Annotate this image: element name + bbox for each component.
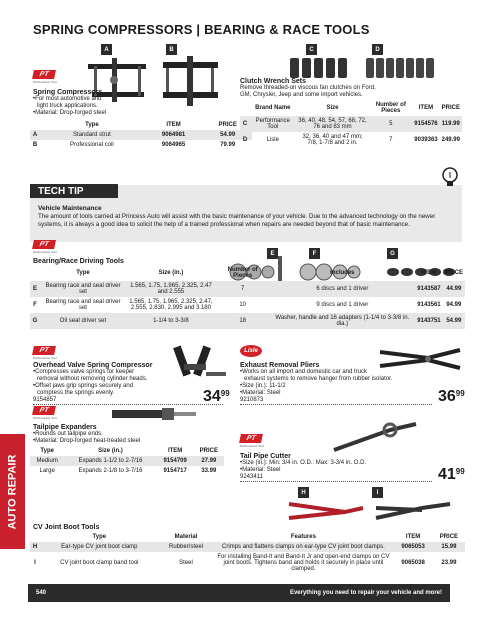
bearing-race-title: Bearing/Race Driving Tools — [33, 258, 124, 265]
image-label-i: I — [372, 487, 383, 498]
table-row: B Professional coil 9064965 79.99 — [32, 142, 236, 148]
exhaust-pliers-bullets: •Works on all import and domestic car and truck exhaust systems to remove hanger from rubber isolator. •Size (in.): 11-1/2 •Material: Steel — [240, 369, 393, 396]
image-label-a: A — [101, 44, 112, 55]
table-row: A Standard strut 9064981 54.99 — [30, 130, 252, 140]
clutch-wrench-set-c-image — [288, 56, 353, 80]
pipe-cutter-item-line: 9243411 — [240, 474, 432, 482]
image-label-b: B — [166, 44, 177, 55]
page-title: SPRING COMPRESSORS | BEARING & RACE TOOLS — [33, 22, 370, 37]
table-row: G Oil seal driver set 1-1/4 to 3-3/8 18 Washer, handle and 16 adapters (1-1/4 to 3-3/8 in. dia.) 9143751 54.99 — [30, 313, 465, 329]
image-label-d: D — [372, 44, 383, 55]
tech-tip-text: The amount of tools carried at Princess Auto will assist with the basic maintenance of your vehicle. Due to the advanced technology on the newer systems, it is always a good idea to solicit the help of a trained professional when repairs are needed beyond that of basic maintenance. — [38, 213, 436, 228]
tech-tip-bar: TECH TIP — [30, 184, 118, 198]
clutch-wrench-set-d-image — [364, 56, 444, 80]
exhaust-pliers-title: Exhaust Removal Pliers — [240, 362, 320, 369]
table-row: E Bearing race and seal driver set 1.565, 1.75, 1.965, 2.325, 2.47 and 2.555 7 6 discs and 1 driver 9143587 44.99 — [30, 281, 465, 297]
auto-repair-side-tab: AUTO REPAIR — [0, 434, 25, 549]
clutch-wrench-table: Brand Name Size Number of Pieces ITEM PRICE C Performance Tool 36, 40, 48, 54, 57, 68, 72, 76 and 83 mm 5 9154576 119.99 D Lisle 32, 36, 40 and 47 mm; 7/8, 1-7/8 and 2 in. 7 9039363 249.99 — [240, 100, 462, 148]
lightbulb-icon — [441, 166, 459, 190]
table-row: C Performance Tool 36, 40, 48, 54, 57, 68, 72, 76 and 83 mm 5 9154576 119.99 — [240, 116, 462, 132]
clutch-wrench-desc: Remove threaded-on viscous fan clutches on Ford, GM, Chrysler, Jeep and some import vehicles. — [240, 85, 376, 98]
tailpipe-expanders-table: Type Size (in.) ITEM PRICE Medium Expands 1-1/2 to 2-7/16 9154709 27.99 Large Expands 2-1/8 to 3-7/16 9154717 33.99 — [30, 446, 224, 476]
exhaust-pliers-image — [378, 344, 463, 374]
valve-spring-item-line: 9154857 — [33, 397, 223, 405]
page-number: 540 — [36, 590, 47, 596]
ear-clamp-pliers-image — [285, 498, 365, 524]
page-footer — [28, 584, 450, 602]
table-row: F Bearing race and seal driver set 1.565, 1.75, 1.965, 2.325, 2.47, 2.555, 2.830, 2.995 and 3.180 10 9 discs and 1 driver 9143561 94.99 — [33, 299, 462, 311]
table-row: I CV joint boot clamp band tool Steel For installing Band-It and Band-It Jr and open-end clamps on CV joint boots. Tightens band and holds it securely in place until clamped. 9065038 23.99 — [34, 554, 457, 572]
performance-tool-logo: PT Performance Tool — [33, 71, 57, 84]
spring-compressors-bullets: •For most automotive and light truck applications. •Material: Drop-forged steel — [33, 96, 107, 116]
table-row: Medium Expands 1-1/2 to 2-7/16 9154709 27.99 — [30, 456, 224, 466]
pipe-cutter-price: $41^{99}$ — [438, 466, 465, 483]
bearing-race-table: Type Size (in.) Number of Pieces Includes ITEM PRICE E Bearing race and seal driver set 1.565, 1.75, 1.965, 2.325, 2.47 and 2.555 7 6 discs and 1 driver 9143587 44.99 F Bearing race and seal driver set 1.565, 1.75, 1.965, 2.325, 2.47, 2.555, 2.830, 2.995 and 3.180 10 9 discs and 1 driver 9143561 94.99 G Oil seal driver set 1-1/4 to 3-3/8 18 Washer, handle and 16 adapters (1-1/4 to 3-3/8 in. dia.) 9143751 54.99 — [30, 265, 465, 329]
band-clamp-tool-image — [372, 498, 452, 524]
image-label-c: C — [306, 44, 317, 55]
performance-tool-logo: PT Performance Tool — [33, 241, 57, 254]
spring-compressors-title: Spring Compressors — [33, 89, 103, 96]
lisle-logo: Lisle — [240, 345, 262, 357]
valve-spring-price: $34^{99}$ — [203, 388, 230, 405]
tail-pipe-cutter-image — [330, 420, 420, 456]
performance-tool-logo: PT Performance Tool — [33, 347, 57, 360]
clutch-wrench-title: Clutch Wrench Sets — [240, 78, 306, 85]
valve-spring-compressor-image — [170, 342, 230, 390]
image-label-g: G — [387, 248, 398, 259]
table-row: H Ear-type CV joint boot clamp Rubber/steel Crimps and flattens clamps on ear-type CV joint boot clamps. 9065053 15.99 — [30, 542, 465, 552]
tailpipe-expanders-bullets: •Rounds out tailpipe ends. •Material: Drop-forged heat-treated steel — [33, 431, 141, 444]
tech-tip-heading: Vehicle Maintenance — [38, 205, 102, 212]
valve-spring-title: Overhead Valve Spring Compressor — [33, 362, 153, 369]
exhaust-pliers-item-line: 9210873 — [240, 397, 432, 405]
coil-compressor-image — [158, 56, 223, 106]
tailpipe-expanders-title: Tailpipe Expanders — [33, 424, 97, 431]
image-label-f: F — [309, 248, 320, 259]
footer-tagline: Everything you need to repair your vehicle and more! — [289, 590, 442, 596]
table-row: D Lisle 32, 36, 40 and 47 mm; 7/8, 1-7/8 and 2 in. 7 9039363 249.99 — [242, 134, 460, 146]
exhaust-pliers-price: $36^{99}$ — [438, 388, 465, 405]
valve-spring-bullets: •Compresses valve springs for keeper removal without removing cylinder heads. •Offset jaws grip springs securely and compress the springs evenly. — [33, 369, 148, 396]
tailpipe-expander-image — [110, 404, 200, 424]
cv-joint-table: Type Material Features ITEM PRICE H Ear-type CV joint boot clamp Rubber/steel Crimps and flattens clamps on ear-type CV joint boot clamps. 9065053 15.99 I CV joint boot clamp band tool Steel For installing Band-It and Band-It Jr and open-end clamps on CV joint boots. Tightens band and holds it securely in place until clamped. 9065038 23.99 — [30, 532, 465, 574]
pipe-cutter-title: Tail Pipe Cutter — [240, 453, 291, 460]
spring-compressors-table: Type ITEM PRICE A Standard strut 9064981 54.99 B Professional coil 9064965 79.99 — [30, 120, 252, 150]
performance-tool-logo: PT Performance Tool — [240, 435, 264, 448]
cv-joint-title: CV Joint Boot Tools — [33, 524, 100, 531]
image-label-h: H — [298, 487, 309, 498]
performance-tool-logo: PT Performance Tool — [33, 407, 57, 420]
table-row: Large Expands 2-1/8 to 3-7/16 9154717 33.99 — [39, 468, 217, 474]
image-label-e: E — [267, 248, 278, 259]
pipe-cutter-bullets: •Size (in.): Min: 3/4 in. O.D.: Max: 3-3/4 in. O.D. •Material: Steel — [240, 460, 367, 473]
